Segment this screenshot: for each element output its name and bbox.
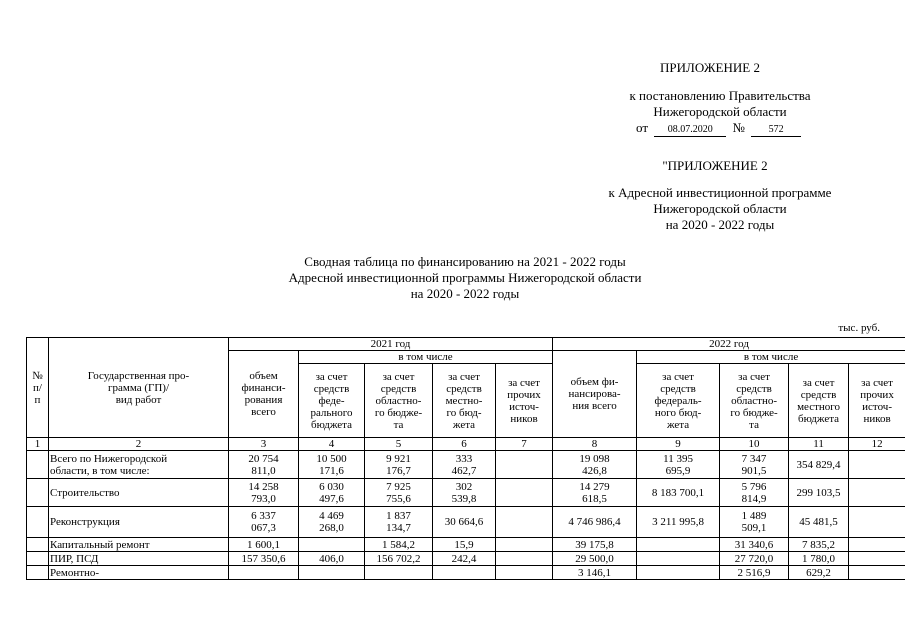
cell-2022-total: 3 146,1 (553, 566, 637, 580)
annex2-line2: Нижегородской области (653, 201, 787, 216)
cell-2022-federal: 8 183 700,1 (637, 479, 720, 507)
header-year-2022: 2022 год (553, 338, 905, 351)
cell-2021-federal: 6 030 497,6 (299, 479, 365, 507)
table-row (27, 507, 905, 538)
cell-2022-regional: 31 340,6 (720, 538, 789, 552)
doc-title-line1: Сводная таблица по финансированию на 2021 - 2022 годы (304, 254, 626, 269)
cell-2021-regional: 156 702,2 (365, 552, 433, 566)
annex-to-line2: Нижегородской области (653, 104, 787, 119)
cell-2022-regional: 7 347 901,5 (720, 451, 789, 479)
cell-2022-federal (637, 538, 720, 552)
row-name: Всего по Нижегородской области, в том числе: (49, 451, 229, 479)
cell-2022-total: 14 279 618,5 (553, 479, 637, 507)
col-number: 10 (720, 438, 789, 451)
header-2021-local: за счет средств местно- го бюд- жета (433, 364, 496, 438)
col-number: 4 (299, 438, 365, 451)
cell-2021-local: 302 539,8 (433, 479, 496, 507)
col-number: 9 (637, 438, 720, 451)
cell-2022-other (849, 538, 905, 552)
row-name: Строительство (49, 479, 229, 507)
header-2022-federal: за счет средств федераль- ного бюд- жета (637, 364, 720, 438)
cell-2022-federal (637, 566, 720, 580)
cell-2021-local: 242,4 (433, 552, 496, 566)
header-2022-regional: за счет средств областно- го бюдже- та (720, 364, 789, 438)
row-number (27, 451, 49, 479)
header-2021-other: за счет прочих источ- ников (496, 364, 553, 438)
cell-2022-regional: 1 489 509,1 (720, 507, 789, 538)
cell-2021-other (496, 566, 553, 580)
cell-2021-total: 1 600,1 (229, 538, 299, 552)
col-number: 2 (49, 438, 229, 451)
cell-2022-regional: 27 720,0 (720, 552, 789, 566)
header-2022-including: в том числе (637, 351, 905, 364)
table-row (27, 552, 905, 566)
cell-2022-local: 1 780,0 (789, 552, 849, 566)
cell-2022-federal (637, 552, 720, 566)
col-number: 6 (433, 438, 496, 451)
decree-date: 08.07.2020 (654, 124, 726, 137)
cell-2021-regional: 1 837 134,7 (365, 507, 433, 538)
header-year-2021: 2021 год (229, 338, 553, 351)
doc-title-line2: Адресной инвестиционной программы Нижегородской области (288, 270, 642, 285)
row-name: Ремонтно- (49, 566, 229, 580)
col-number: 5 (365, 438, 433, 451)
header-2022-total: объем фи- нансирова- ния всего (553, 351, 637, 438)
cell-2022-federal: 11 395 695,9 (637, 451, 720, 479)
cell-2022-regional: 5 796 814,9 (720, 479, 789, 507)
cell-2021-other (496, 479, 553, 507)
annex2-line1: к Адресной инвестиционной программе (608, 185, 832, 200)
cell-2022-other (849, 479, 905, 507)
from-label: от (636, 120, 649, 135)
financing-table (26, 337, 905, 580)
cell-2022-total: 19 098 426,8 (553, 451, 637, 479)
cell-2022-total: 4 746 986,4 (553, 507, 637, 538)
cell-2021-federal (299, 566, 365, 580)
cell-2021-other (496, 552, 553, 566)
header-number: № п/ п (27, 338, 49, 438)
col-number: 11 (789, 438, 849, 451)
annex-title: ПРИЛОЖЕНИЕ 2 (660, 60, 760, 75)
cell-2021-other (496, 507, 553, 538)
cell-2021-total: 157 350,6 (229, 552, 299, 566)
cell-2021-total: 14 258 793,0 (229, 479, 299, 507)
cell-2022-regional: 2 516,9 (720, 566, 789, 580)
col-number: 3 (229, 438, 299, 451)
cell-2021-local (433, 566, 496, 580)
cell-2022-other (849, 566, 905, 580)
row-number (27, 538, 49, 552)
cell-2022-federal: 3 211 995,8 (637, 507, 720, 538)
row-number (27, 479, 49, 507)
cell-2022-total: 39 175,8 (553, 538, 637, 552)
annex-to-line1: к постановлению Правительства (629, 88, 811, 103)
units-label: тыс. руб. (838, 322, 880, 334)
row-number (27, 552, 49, 566)
annex2-title: "ПРИЛОЖЕНИЕ 2 (662, 158, 768, 173)
cell-2021-total: 6 337 067,3 (229, 507, 299, 538)
row-name: ПИР, ПСД (49, 552, 229, 566)
cell-2021-total (229, 566, 299, 580)
cell-2021-local: 30 664,6 (433, 507, 496, 538)
cell-2022-other (849, 451, 905, 479)
cell-2021-regional: 1 584,2 (365, 538, 433, 552)
cell-2022-other (849, 507, 905, 538)
cell-2022-local: 299 103,5 (789, 479, 849, 507)
header-2021-total: объем финанси- рования всего (229, 351, 299, 438)
annex-date-line (636, 120, 856, 137)
table-row (27, 479, 905, 507)
cell-2022-other (849, 552, 905, 566)
header-2021-regional: за счет средств областно- го бюдже- та (365, 364, 433, 438)
cell-2022-local: 45 481,5 (789, 507, 849, 538)
table-row (27, 566, 905, 580)
cell-2021-federal: 4 469 268,0 (299, 507, 365, 538)
column-number-row (27, 438, 905, 451)
row-number (27, 507, 49, 538)
col-number: 1 (27, 438, 49, 451)
cell-2021-regional: 9 921 176,7 (365, 451, 433, 479)
cell-2021-other (496, 451, 553, 479)
cell-2022-local: 629,2 (789, 566, 849, 580)
annex2-line3: на 2020 - 2022 годы (665, 217, 775, 232)
col-number: 8 (553, 438, 637, 451)
number-label: № (732, 120, 745, 135)
cell-2022-local: 354 829,4 (789, 451, 849, 479)
doc-title-line3: на 2020 - 2022 годы (410, 286, 520, 301)
col-number: 12 (849, 438, 905, 451)
cell-2021-regional: 7 925 755,6 (365, 479, 433, 507)
cell-2021-other (496, 538, 553, 552)
cell-2022-local: 7 835,2 (789, 538, 849, 552)
col-number: 7 (496, 438, 553, 451)
row-name: Реконструкция (49, 507, 229, 538)
row-number (27, 566, 49, 580)
cell-2021-total: 20 754 811,0 (229, 451, 299, 479)
header-2021-federal: за счет средств феде- рального бюджета (299, 364, 365, 438)
header-program: Государственная про- грамма (ГП)/ вид работ (49, 338, 229, 438)
cell-2021-local: 15,9 (433, 538, 496, 552)
row-name: Капитальный ремонт (49, 538, 229, 552)
header-2022-local: за счет средств местного бюджета (789, 364, 849, 438)
decree-number: 572 (751, 124, 801, 137)
table-row (27, 538, 905, 552)
header-2021-including: в том числе (299, 351, 553, 364)
cell-2021-federal: 10 500 171,6 (299, 451, 365, 479)
table-row (27, 451, 905, 479)
cell-2021-federal: 406,0 (299, 552, 365, 566)
header-2022-other: за счет прочих источ- ников (849, 364, 905, 438)
cell-2021-regional (365, 566, 433, 580)
cell-2021-federal (299, 538, 365, 552)
cell-2021-local: 333 462,7 (433, 451, 496, 479)
cell-2022-total: 29 500,0 (553, 552, 637, 566)
